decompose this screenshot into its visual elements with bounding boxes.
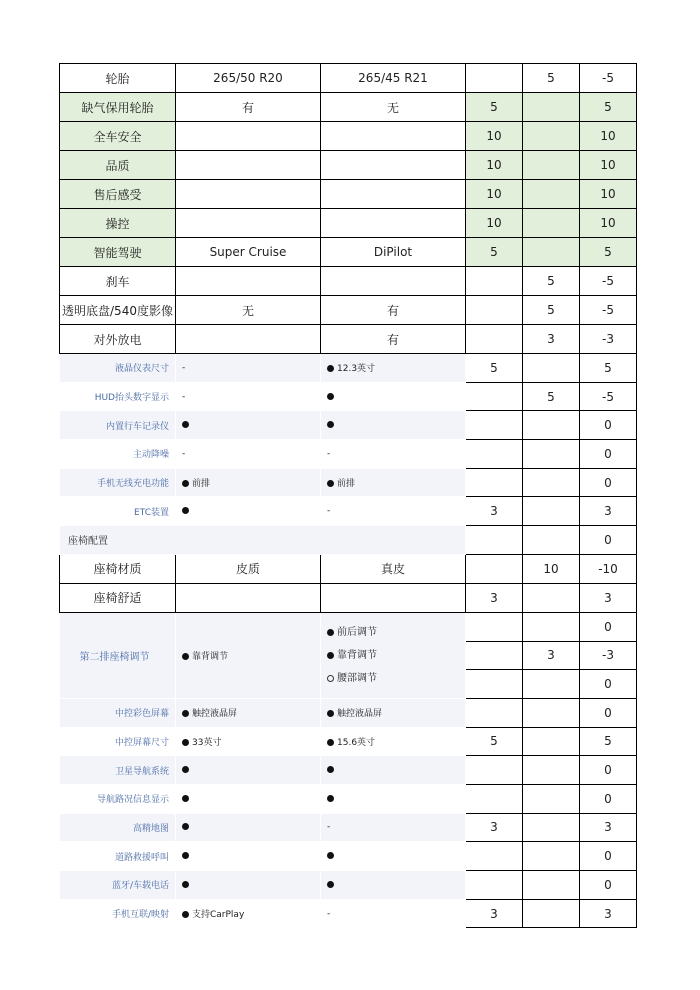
row-label: 对外放电 [60, 325, 176, 354]
spec-label: ETC装置 [60, 497, 176, 526]
value-a [176, 497, 321, 526]
cell-text: 腰部调节 [337, 672, 377, 684]
spec-label: 蓝牙/车载电话 [60, 871, 176, 900]
value-b [321, 382, 466, 411]
spec-label: 第二排座椅调节 [60, 612, 176, 698]
score-col-1 [466, 756, 523, 785]
section-row [60, 526, 637, 555]
filled-dot-icon [327, 795, 334, 802]
cell-text: - [327, 908, 331, 919]
value-a [176, 440, 321, 469]
row-label: 刹车 [60, 267, 176, 296]
row-label: 缺气保用轮胎 [60, 93, 176, 122]
table-row [60, 267, 637, 296]
score-col-1: 5 [466, 238, 523, 267]
value-b [321, 698, 466, 727]
table-row [60, 325, 637, 354]
filled-dot-icon [327, 881, 334, 888]
score-col-3: -5 [580, 296, 637, 325]
score-col-3: -5 [580, 64, 637, 93]
score-col-2 [523, 899, 580, 928]
row-label: 品质 [60, 151, 176, 180]
value-b [321, 440, 466, 469]
table-row [60, 122, 637, 151]
adjust-item [327, 644, 465, 667]
filled-dot-icon [327, 652, 334, 659]
score-col-3: 3 [580, 813, 637, 842]
filled-dot-icon [182, 507, 189, 514]
value-a [176, 727, 321, 756]
score-col-3: 5 [580, 238, 637, 267]
score-col-1 [466, 296, 523, 325]
filled-dot-icon [327, 421, 334, 428]
score-col-1: 10 [466, 122, 523, 151]
value-b [321, 180, 466, 209]
value-b [321, 468, 466, 497]
table-row [60, 813, 637, 842]
spec-label: 中控彩色屏幕 [60, 698, 176, 727]
filled-dot-icon [327, 393, 334, 400]
spec-label: 道路救援呼叫 [60, 842, 176, 871]
score-col-1 [466, 842, 523, 871]
filled-dot-icon [327, 766, 334, 773]
score-col-3: 10 [580, 180, 637, 209]
row-label: 轮胎 [60, 64, 176, 93]
score-col-2 [523, 238, 580, 267]
score-col-1: 5 [466, 93, 523, 122]
score-col-2 [523, 612, 580, 641]
table-row [60, 583, 637, 612]
table-row [60, 899, 637, 928]
score-col-3: 0 [580, 440, 637, 469]
score-col-1 [466, 468, 523, 497]
score-col-3: 0 [580, 871, 637, 900]
row-label: 智能驾驶 [60, 238, 176, 267]
value-a [176, 698, 321, 727]
filled-dot-icon [182, 480, 189, 487]
section-title: 座椅配置 [60, 526, 466, 555]
cell-text: 支持CarPlay [192, 910, 245, 921]
score-col-3: 0 [580, 756, 637, 785]
cell-text: - [327, 506, 331, 517]
score-col-3: 0 [580, 411, 637, 440]
filled-dot-icon [327, 480, 334, 487]
score-col-3: 0 [580, 698, 637, 727]
score-col-2 [523, 354, 580, 383]
score-col-2: 3 [523, 325, 580, 354]
value-b [321, 813, 466, 842]
score-col-3: 10 [580, 209, 637, 238]
spec-label: 内置行车记录仪 [60, 411, 176, 440]
score-col-3: 5 [580, 354, 637, 383]
filled-dot-icon [327, 852, 334, 859]
score-col-3: -3 [580, 325, 637, 354]
value-a [176, 354, 321, 383]
score-col-3: 3 [580, 497, 637, 526]
table-row [60, 554, 637, 583]
score-col-2: 5 [523, 382, 580, 411]
score-col-2 [523, 583, 580, 612]
value-b [321, 784, 466, 813]
value-a [176, 842, 321, 871]
score-col-3: 3 [580, 583, 637, 612]
cell-text: 12.3英寸 [337, 364, 376, 375]
filled-dot-icon [182, 653, 189, 660]
value-a: 无 [176, 296, 321, 325]
table-row [60, 784, 637, 813]
score-col-2 [523, 670, 580, 699]
table-row [60, 842, 637, 871]
score-col-1: 3 [466, 583, 523, 612]
value-a: 皮质 [176, 554, 321, 583]
value-b: 无 [321, 93, 466, 122]
value-a [176, 325, 321, 354]
score-col-1: 10 [466, 151, 523, 180]
table-row [60, 93, 637, 122]
score-col-3: 10 [580, 151, 637, 180]
score-col-1 [466, 871, 523, 900]
table-row [60, 871, 637, 900]
filled-dot-icon [182, 911, 189, 918]
cell-text: 前排 [337, 479, 356, 490]
filled-dot-icon [327, 739, 334, 746]
score-col-1: 10 [466, 180, 523, 209]
spec-label: HUD抬头数字显示 [60, 382, 176, 411]
value-b [321, 151, 466, 180]
score-col-1 [466, 670, 523, 699]
spec-label: 高精地图 [60, 813, 176, 842]
value-b [321, 871, 466, 900]
cell-text: 靠背调节 [192, 651, 229, 662]
filled-dot-icon [327, 629, 334, 636]
spec-label: 液晶仪表尺寸 [60, 354, 176, 383]
cell-text: - [327, 822, 331, 833]
table-row [60, 411, 637, 440]
value-b [321, 122, 466, 151]
score-col-1 [466, 411, 523, 440]
score-col-2: 5 [523, 267, 580, 296]
table-row [60, 209, 637, 238]
filled-dot-icon [182, 421, 189, 428]
score-col-2: 5 [523, 64, 580, 93]
value-a [176, 756, 321, 785]
score-col-2 [523, 813, 580, 842]
score-col-1 [466, 526, 523, 555]
score-col-2 [523, 526, 580, 555]
score-col-2 [523, 180, 580, 209]
filled-dot-icon [182, 766, 189, 773]
table-row [60, 151, 637, 180]
cell-text: - [327, 448, 331, 459]
score-col-3: 0 [580, 842, 637, 871]
score-col-2 [523, 209, 580, 238]
value-b [321, 354, 466, 383]
score-col-2 [523, 842, 580, 871]
value-b [321, 842, 466, 871]
filled-dot-icon [182, 852, 189, 859]
score-col-2: 3 [523, 641, 580, 670]
score-col-3: 10 [580, 122, 637, 151]
filled-dot-icon [182, 739, 189, 746]
table-row [60, 756, 637, 785]
row-label: 座椅材质 [60, 554, 176, 583]
score-col-1: 5 [466, 354, 523, 383]
value-b [321, 583, 466, 612]
value-a: 265/50 R20 [176, 64, 321, 93]
value-a: 有 [176, 93, 321, 122]
table-row [60, 468, 637, 497]
score-col-2 [523, 497, 580, 526]
filled-dot-icon [327, 365, 334, 372]
score-col-1 [466, 554, 523, 583]
cell-text: - [182, 362, 186, 373]
value-a [176, 899, 321, 928]
score-col-2 [523, 756, 580, 785]
score-col-2 [523, 784, 580, 813]
value-b [321, 756, 466, 785]
row-label: 售后感受 [60, 180, 176, 209]
table-row [60, 382, 637, 411]
filled-dot-icon [182, 795, 189, 802]
cell-text: 33英寸 [192, 737, 222, 748]
spec-label: 中控屏幕尺寸 [60, 727, 176, 756]
filled-dot-icon [182, 823, 189, 830]
value-a [176, 813, 321, 842]
comparison-table [59, 63, 637, 928]
score-col-2: 10 [523, 554, 580, 583]
value-b [321, 209, 466, 238]
value-b: 真皮 [321, 554, 466, 583]
cell-text: 触控液晶屏 [192, 709, 238, 720]
score-col-3: 0 [580, 612, 637, 641]
score-col-1 [466, 325, 523, 354]
spec-label: 手机无线充电功能 [60, 468, 176, 497]
score-col-1 [466, 698, 523, 727]
score-col-2 [523, 440, 580, 469]
filled-dot-icon [182, 881, 189, 888]
cell-text: 前排 [192, 479, 211, 490]
row-label: 操控 [60, 209, 176, 238]
score-col-2 [523, 871, 580, 900]
value-a [176, 382, 321, 411]
score-col-1 [466, 382, 523, 411]
value-a [176, 871, 321, 900]
table-row [60, 727, 637, 756]
spec-label: 导航路况信息显示 [60, 784, 176, 813]
filled-dot-icon [327, 710, 334, 717]
table-row [60, 612, 637, 641]
value-b [321, 612, 466, 698]
value-b: 有 [321, 296, 466, 325]
score-col-1 [466, 440, 523, 469]
score-col-2 [523, 698, 580, 727]
value-b: DiPilot [321, 238, 466, 267]
score-col-1 [466, 641, 523, 670]
row-label: 全车安全 [60, 122, 176, 151]
value-a [176, 180, 321, 209]
value-a [176, 209, 321, 238]
score-col-2 [523, 151, 580, 180]
score-col-1 [466, 612, 523, 641]
score-col-2 [523, 93, 580, 122]
value-b: 有 [321, 325, 466, 354]
spec-label: 卫星导航系统 [60, 756, 176, 785]
score-col-1: 10 [466, 209, 523, 238]
value-a [176, 267, 321, 296]
table-row [60, 440, 637, 469]
cell-text: 触控液晶屏 [337, 709, 383, 720]
cell-text: - [182, 391, 186, 402]
score-col-1: 3 [466, 497, 523, 526]
score-col-3: 5 [580, 727, 637, 756]
table-row [60, 180, 637, 209]
score-col-3: -5 [580, 382, 637, 411]
score-col-3: 0 [580, 526, 637, 555]
score-col-3: 3 [580, 899, 637, 928]
cell-text: 15.6英寸 [337, 737, 376, 748]
cell-text: - [182, 448, 186, 459]
filled-dot-icon [182, 710, 189, 717]
score-col-3: 5 [580, 93, 637, 122]
adjust-item [327, 621, 465, 644]
table-row [60, 238, 637, 267]
value-a [176, 411, 321, 440]
table-row [60, 64, 637, 93]
score-col-2 [523, 411, 580, 440]
score-col-1 [466, 64, 523, 93]
score-col-2 [523, 468, 580, 497]
value-b [321, 727, 466, 756]
table-row [60, 354, 637, 383]
table-row [60, 698, 637, 727]
value-a [176, 151, 321, 180]
table-row [60, 497, 637, 526]
score-col-3: 0 [580, 670, 637, 699]
score-col-2: 5 [523, 296, 580, 325]
value-a [176, 583, 321, 612]
score-col-1: 3 [466, 813, 523, 842]
row-label: 透明底盘/540度影像 [60, 296, 176, 325]
row-label: 座椅舒适 [60, 583, 176, 612]
value-b [321, 899, 466, 928]
value-a [176, 612, 321, 698]
value-b: 265/45 R21 [321, 64, 466, 93]
adjust-item [327, 667, 465, 690]
value-a: Super Cruise [176, 238, 321, 267]
score-col-1: 5 [466, 727, 523, 756]
value-b [321, 411, 466, 440]
table-row [60, 296, 637, 325]
cell-text: 前后调节 [337, 626, 377, 638]
score-col-1: 3 [466, 899, 523, 928]
score-col-1 [466, 784, 523, 813]
value-b [321, 267, 466, 296]
score-col-3: 0 [580, 784, 637, 813]
value-b [321, 497, 466, 526]
score-col-3: -5 [580, 267, 637, 296]
score-col-2 [523, 122, 580, 151]
value-a [176, 784, 321, 813]
score-col-1 [466, 267, 523, 296]
score-col-3: -10 [580, 554, 637, 583]
value-a [176, 122, 321, 151]
hollow-dot-icon [327, 675, 334, 682]
score-col-3: -3 [580, 641, 637, 670]
spec-label: 手机互联/映射 [60, 899, 176, 928]
score-col-3: 0 [580, 468, 637, 497]
spec-label: 主动降噪 [60, 440, 176, 469]
cell-text: 靠背调节 [337, 649, 377, 661]
score-col-2 [523, 727, 580, 756]
value-a [176, 468, 321, 497]
